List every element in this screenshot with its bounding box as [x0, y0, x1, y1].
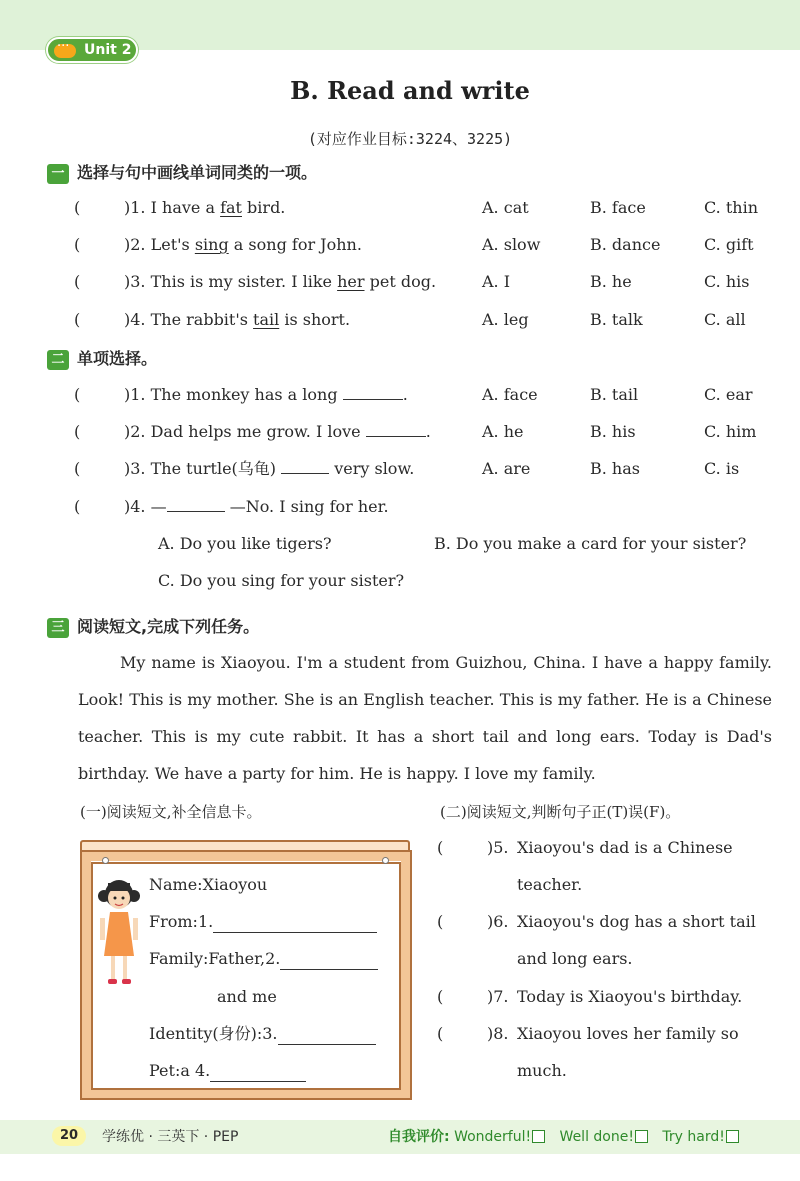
- answer-paren[interactable]: (: [74, 310, 81, 329]
- answer-blank[interactable]: [281, 458, 329, 474]
- section-heading-text: 单项选择。: [77, 349, 158, 368]
- page-number: 20: [52, 1126, 86, 1146]
- option-a[interactable]: A. Do you like tigers?: [158, 534, 332, 553]
- answer-blank[interactable]: [366, 421, 426, 437]
- section3-heading: [47, 614, 259, 638]
- section2-heading: [47, 346, 157, 370]
- question-stem: )3. The turtle(乌龟) very slow.: [124, 459, 415, 478]
- answer-paren[interactable]: (: [74, 497, 81, 516]
- tf-item: ( )7. Today is Xiaoyou's birthday.: [437, 987, 743, 1006]
- try-hard-label: Try hard!: [662, 1129, 725, 1145]
- question-stem: )1. The monkey has a long .: [124, 385, 408, 404]
- answer-paren[interactable]: (: [437, 912, 444, 931]
- self-evaluation: [388, 1126, 749, 1146]
- self-eval-label: 自我评价:: [388, 1129, 450, 1145]
- section-badge: 三: [47, 618, 69, 638]
- nail-icon: [382, 857, 389, 864]
- tf-item-continued: teacher.: [517, 875, 583, 894]
- answer-blank[interactable]: [167, 496, 225, 512]
- option-b[interactable]: B. face: [590, 198, 646, 217]
- dots-icon: [54, 44, 76, 58]
- section-heading-text: 阅读短文,完成下列任务。: [77, 617, 260, 636]
- answer-paren[interactable]: (: [74, 198, 81, 217]
- answer-paren[interactable]: (: [437, 1024, 444, 1043]
- question-stem: )4. The rabbit's tail is short.: [124, 310, 351, 329]
- wonderful-label: Wonderful!: [454, 1129, 532, 1145]
- book-name: 学练优 · 三英下 · PEP: [102, 1129, 239, 1145]
- card-family: Family:Father,2.: [149, 947, 378, 971]
- wonderful-checkbox[interactable]: [532, 1130, 545, 1143]
- answer-paren[interactable]: (: [74, 385, 81, 404]
- option-a[interactable]: A. face: [482, 385, 538, 404]
- answer-blank[interactable]: [280, 954, 378, 970]
- well-done-checkbox[interactable]: [635, 1130, 648, 1143]
- option-b[interactable]: B. has: [590, 459, 640, 478]
- card-pet: Pet:a 4.: [149, 1059, 306, 1083]
- option-b[interactable]: B. tail: [590, 385, 639, 404]
- question-stem: )1. I have a fat bird.: [124, 198, 286, 217]
- answer-blank[interactable]: [278, 1029, 376, 1045]
- option-c[interactable]: C. gift: [704, 235, 754, 254]
- tf-item-continued: much.: [517, 1061, 567, 1080]
- tf-item: ( )6. Xiaoyou's dog has a short tail: [437, 912, 756, 931]
- answer-paren[interactable]: (: [74, 459, 81, 478]
- option-a[interactable]: A. cat: [482, 198, 529, 217]
- option-a[interactable]: A. I: [482, 272, 511, 291]
- nail-icon: [102, 857, 109, 864]
- page-subtitle: (对应作业目标:3224、3225): [307, 130, 513, 148]
- answer-blank[interactable]: [213, 917, 377, 933]
- unit-badge: [46, 37, 138, 63]
- option-b[interactable]: B. his: [590, 422, 636, 441]
- option-b[interactable]: B. Do you make a card for your sister?: [434, 534, 747, 553]
- page-title: B. Read and write: [290, 76, 530, 105]
- reading-passage: My name is Xiaoyou. I'm a student from Guizhou, China. I have a happy family. Look! This is my mother. She is an English teacher. This is my father. He is a Chinese teacher. This is my cute rabbit. It has a short tail and long ears. Today is Dad's birthday. We have a party for him. He is happy. I love my family.: [78, 653, 772, 783]
- answer-paren[interactable]: (: [74, 422, 81, 441]
- option-b[interactable]: B. dance: [590, 235, 661, 254]
- option-b[interactable]: B. he: [590, 272, 632, 291]
- try-hard-checkbox[interactable]: [726, 1130, 739, 1143]
- tf-item-continued: and long ears.: [517, 949, 633, 968]
- question-stem: )3. This is my sister. I like her pet dog.: [124, 272, 437, 291]
- part2-heading: (二)阅读短文,判断句子正(T)误(F)。: [440, 803, 681, 821]
- girl-illustration-icon: [96, 874, 142, 994]
- section-badge: 二: [47, 350, 69, 370]
- tf-item: ( )8. Xiaoyou loves her family so: [437, 1024, 739, 1043]
- question-stem: )2. Let's sing a song for John.: [124, 235, 362, 254]
- question-stem: )4. — —No. I sing for her.: [124, 497, 389, 516]
- unit-label: Unit 2: [84, 42, 132, 58]
- option-c[interactable]: C. him: [704, 422, 757, 441]
- section-heading-text: 选择与句中画线单词同类的一项。: [77, 163, 318, 182]
- section-badge: 一: [47, 164, 69, 184]
- card-identity: Identity(身份):3.: [149, 1022, 376, 1046]
- option-c[interactable]: C. ear: [704, 385, 753, 404]
- question-stem: )2. Dad helps me grow. I love .: [124, 422, 431, 441]
- answer-paren[interactable]: (: [437, 838, 444, 857]
- option-b[interactable]: B. talk: [590, 310, 643, 329]
- option-c[interactable]: C. Do you sing for your sister?: [158, 571, 405, 590]
- answer-paren[interactable]: (: [74, 272, 81, 291]
- card-from: From:1.: [149, 910, 377, 934]
- card-and-me: and me: [217, 987, 277, 1006]
- well-done-label: Well done!: [559, 1129, 634, 1145]
- option-c[interactable]: C. his: [704, 272, 750, 291]
- section1-heading: [47, 160, 317, 184]
- option-a[interactable]: A. leg: [482, 310, 529, 329]
- part1-heading: (一)阅读短文,补全信息卡。: [80, 803, 262, 821]
- answer-paren[interactable]: (: [74, 235, 81, 254]
- option-a[interactable]: A. slow: [482, 235, 541, 254]
- option-a[interactable]: A. he: [482, 422, 524, 441]
- option-c[interactable]: C. is: [704, 459, 740, 478]
- answer-blank[interactable]: [343, 384, 403, 400]
- card-name: Name:Xiaoyou: [149, 875, 268, 894]
- option-c[interactable]: C. thin: [704, 198, 758, 217]
- tf-item: ( )5. Xiaoyou's dad is a Chinese: [437, 838, 733, 857]
- option-a[interactable]: A. are: [482, 459, 531, 478]
- answer-blank[interactable]: [210, 1066, 306, 1082]
- answer-paren[interactable]: (: [437, 987, 444, 1006]
- option-c[interactable]: C. all: [704, 310, 746, 329]
